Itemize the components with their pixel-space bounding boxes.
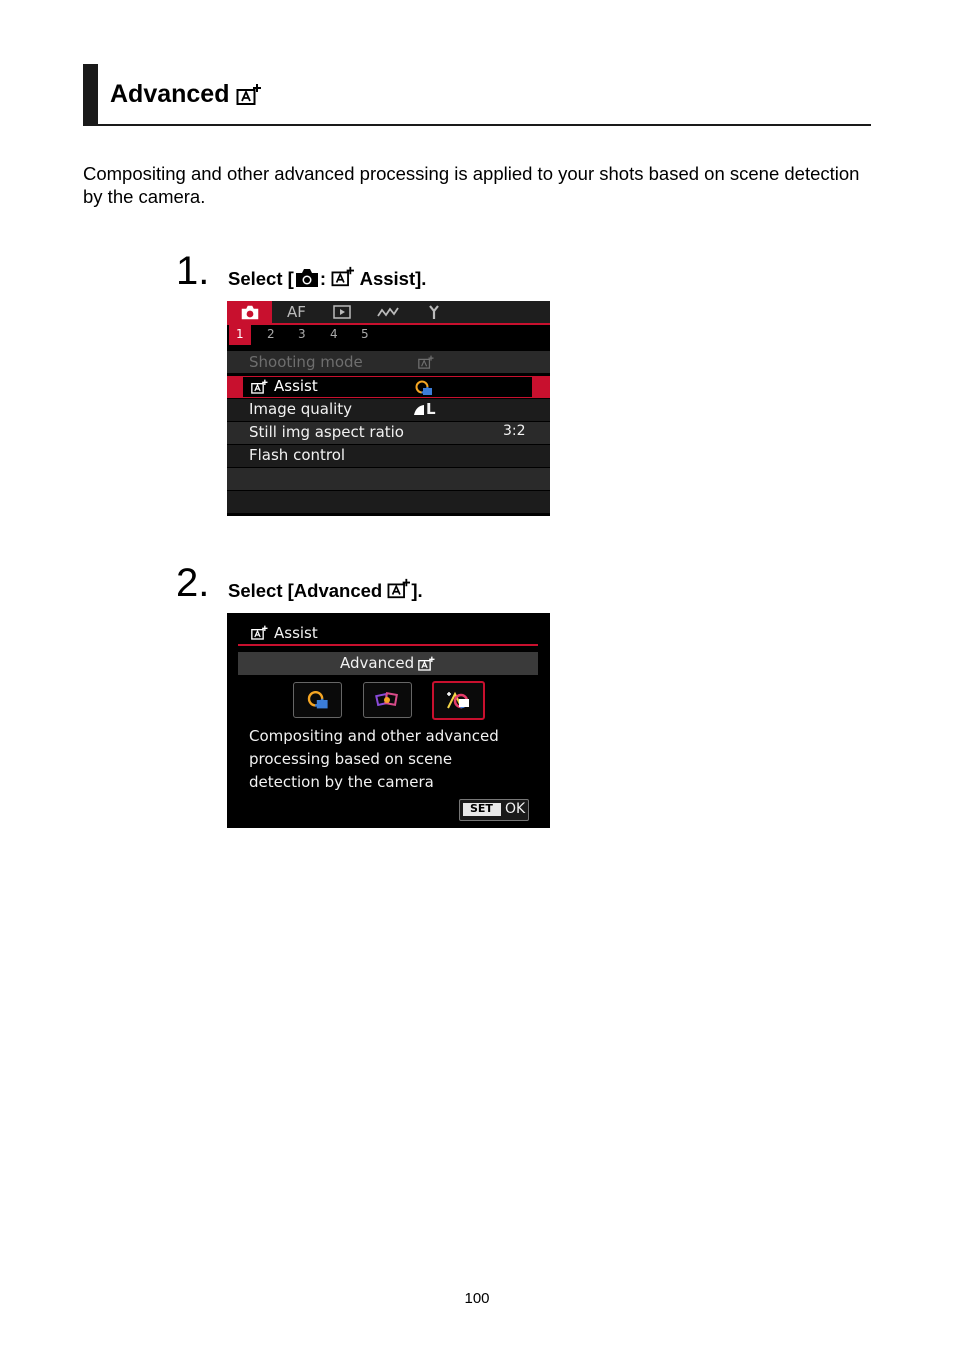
- camera-icon: [294, 268, 320, 288]
- description-line-1: Compositing and other advanced: [249, 727, 499, 745]
- advanced-auto-icon: [250, 625, 269, 641]
- creative-assist-icon: [375, 691, 401, 709]
- menu-subtab-1[interactable]: 1: [236, 327, 244, 341]
- option-title: Advanced: [340, 654, 415, 672]
- set-label: SET: [470, 802, 493, 815]
- playback-icon[interactable]: [333, 305, 351, 319]
- header-underline: [238, 644, 538, 646]
- advanced-auto-icon: [417, 656, 436, 672]
- menu-item-assist[interactable]: Assist: [274, 377, 318, 395]
- step-2-number: 2.: [176, 561, 210, 605]
- advanced-auto-icon: [387, 578, 411, 600]
- menu-row-empty: [227, 468, 550, 490]
- advanced-auto-icon: [331, 266, 355, 288]
- advanced-assist-icon: [445, 690, 473, 712]
- advanced-auto-icon: [417, 355, 435, 370]
- step-2-text-prefix: Select [Advanced: [228, 580, 383, 601]
- standard-assist-button[interactable]: [293, 682, 342, 718]
- intro-paragraph: Compositing and other advanced processing is applied to your shots based on scene detection by the camera.: [83, 163, 860, 207]
- set-ok-button[interactable]: [459, 799, 529, 821]
- menu-subtab-3[interactable]: 3: [298, 327, 306, 341]
- menu-tab-shooting[interactable]: [227, 301, 272, 323]
- quality-fine-icon: [413, 404, 425, 416]
- menu-item-shooting-mode[interactable]: Shooting mode: [249, 353, 363, 371]
- assist-screen-header: Assist: [274, 624, 318, 642]
- menu-subtab-2[interactable]: 2: [267, 327, 275, 341]
- page-title: [110, 78, 262, 110]
- ok-label: OK: [505, 801, 526, 817]
- menu-item-aspect-ratio[interactable]: Still img aspect ratio: [249, 423, 404, 441]
- camera-icon: [240, 305, 260, 320]
- step-1-number: 1.: [176, 249, 210, 293]
- advanced-auto-icon: [250, 379, 269, 395]
- description-line-3: detection by the camera: [249, 773, 434, 791]
- heading-bar: [83, 64, 98, 126]
- menu-item-image-quality-value: L: [426, 400, 436, 418]
- step-1-text-suffix: Assist].: [359, 268, 427, 289]
- page-number: 100: [464, 1290, 490, 1307]
- assist-screen: [227, 613, 550, 828]
- menu-subtab-4[interactable]: 4: [330, 327, 338, 341]
- step-1-text-colon: :: [319, 268, 326, 289]
- page-title-text: Advanced: [110, 80, 230, 108]
- step-1-text: [228, 266, 426, 291]
- step-2-text-suffix: ].: [411, 580, 423, 601]
- wireless-icon[interactable]: [377, 305, 399, 319]
- step-2-text: [228, 578, 423, 603]
- step-1-text-prefix: Select [: [228, 268, 294, 289]
- wrench-icon[interactable]: [427, 304, 441, 320]
- description-line-2: processing based on scene: [249, 750, 453, 768]
- camera-menu-screen: [227, 301, 550, 516]
- heading-rule: [98, 124, 871, 126]
- advanced-assist-button[interactable]: [432, 681, 485, 720]
- menu-row-empty: [227, 491, 550, 513]
- menu-tab-af[interactable]: AF: [287, 303, 306, 321]
- menu-item-image-quality[interactable]: Image quality: [249, 400, 353, 418]
- menu-subtab-bar: [227, 325, 550, 347]
- standard-assist-icon: [414, 380, 434, 396]
- menu-item-flash-control[interactable]: Flash control: [249, 446, 346, 464]
- menu-item-aspect-ratio-value: 3:2: [503, 423, 526, 439]
- menu-subtab-5[interactable]: 5: [361, 327, 369, 341]
- advanced-auto-icon: [236, 83, 262, 107]
- standard-assist-icon: [306, 690, 330, 710]
- creative-assist-button[interactable]: [363, 682, 412, 718]
